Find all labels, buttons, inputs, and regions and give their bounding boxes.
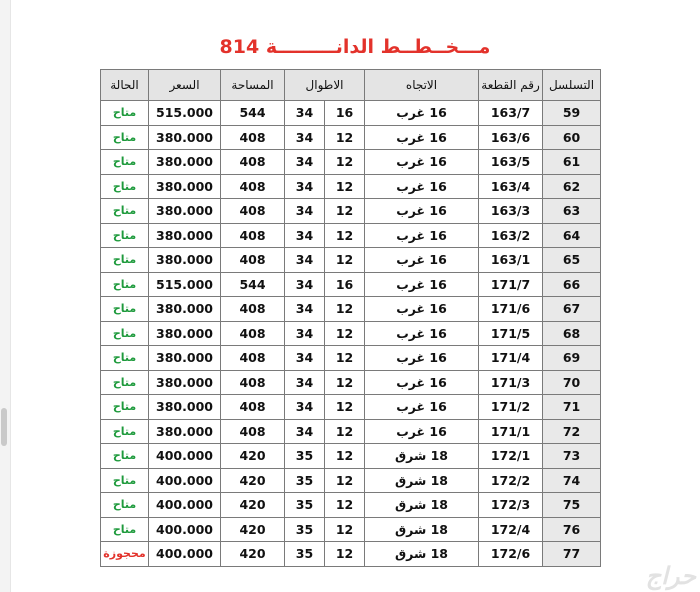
- cell-status: متاح: [101, 517, 149, 542]
- cell-serial: 62: [543, 174, 601, 199]
- cell-area: 408: [221, 223, 285, 248]
- cell-length: 34: [285, 346, 325, 371]
- header-plot-number: رقم القطعة: [479, 70, 543, 101]
- cell-status: متاح: [101, 174, 149, 199]
- cell-price: 400.000: [149, 444, 221, 469]
- table-row: [101, 321, 601, 346]
- cell-direction: 16 غرب: [365, 125, 479, 150]
- cell-direction: 16 غرب: [365, 150, 479, 175]
- cell-status: متاح: [101, 419, 149, 444]
- cell-price: 380.000: [149, 419, 221, 444]
- cell-serial: 74: [543, 468, 601, 493]
- table-row: [101, 395, 601, 420]
- cell-length: 35: [285, 517, 325, 542]
- cell-plot-number: 172/4: [479, 517, 543, 542]
- cell-width: 12: [325, 248, 365, 273]
- cell-serial: 68: [543, 321, 601, 346]
- cell-status: متاح: [101, 395, 149, 420]
- cell-area: 408: [221, 346, 285, 371]
- cell-direction: 16 غرب: [365, 248, 479, 273]
- cell-width: 16: [325, 272, 365, 297]
- cell-serial: 70: [543, 370, 601, 395]
- page-title: مـــخــطــط الدانـــــــــة 814: [219, 36, 491, 58]
- cell-length: 34: [285, 297, 325, 322]
- left-panel-edge: [0, 0, 11, 592]
- cell-price: 380.000: [149, 150, 221, 175]
- cell-serial: 64: [543, 223, 601, 248]
- cell-price: 400.000: [149, 493, 221, 518]
- cell-serial: 65: [543, 248, 601, 273]
- table-row: [101, 150, 601, 175]
- table-row: [101, 517, 601, 542]
- cell-length: 34: [285, 370, 325, 395]
- cell-plot-number: 171/7: [479, 272, 543, 297]
- cell-area: 408: [221, 395, 285, 420]
- table-row: [101, 101, 601, 126]
- cell-serial: 77: [543, 542, 601, 567]
- cell-price: 380.000: [149, 297, 221, 322]
- watermark-logo: [596, 562, 696, 588]
- cell-direction: 16 غرب: [365, 321, 479, 346]
- cell-area: 420: [221, 493, 285, 518]
- cell-price: 380.000: [149, 199, 221, 224]
- cell-width: 12: [325, 517, 365, 542]
- cell-price: 515.000: [149, 272, 221, 297]
- cell-length: 34: [285, 395, 325, 420]
- cell-plot-number: 163/1: [479, 248, 543, 273]
- scrollbar-thumb[interactable]: [1, 408, 7, 446]
- header-status: الحالة: [101, 70, 149, 101]
- cell-width: 12: [325, 321, 365, 346]
- cell-serial: 63: [543, 199, 601, 224]
- cell-length: 34: [285, 419, 325, 444]
- cell-length: 34: [285, 248, 325, 273]
- cell-direction: 18 شرق: [365, 444, 479, 469]
- cell-width: 12: [325, 125, 365, 150]
- cell-price: 400.000: [149, 468, 221, 493]
- cell-serial: 72: [543, 419, 601, 444]
- cell-direction: 16 غرب: [365, 174, 479, 199]
- cell-direction: 16 غرب: [365, 346, 479, 371]
- cell-width: 12: [325, 346, 365, 371]
- table-row: [101, 370, 601, 395]
- cell-direction: 16 غرب: [365, 223, 479, 248]
- cell-length: 34: [285, 101, 325, 126]
- cell-length: 34: [285, 223, 325, 248]
- cell-plot-number: 172/6: [479, 542, 543, 567]
- cell-serial: 69: [543, 346, 601, 371]
- cell-price: 400.000: [149, 517, 221, 542]
- cell-width: 12: [325, 468, 365, 493]
- cell-plot-number: 172/2: [479, 468, 543, 493]
- cell-area: 544: [221, 101, 285, 126]
- cell-width: 16: [325, 101, 365, 126]
- cell-length: 34: [285, 174, 325, 199]
- cell-plot-number: 171/3: [479, 370, 543, 395]
- cell-width: 12: [325, 150, 365, 175]
- cell-plot-number: 163/5: [479, 150, 543, 175]
- watermark-text: حراج: [645, 562, 696, 590]
- cell-area: 408: [221, 150, 285, 175]
- cell-area: 420: [221, 542, 285, 567]
- cell-plot-number: 171/4: [479, 346, 543, 371]
- cell-area: 408: [221, 370, 285, 395]
- cell-status: متاح: [101, 272, 149, 297]
- cell-area: 420: [221, 517, 285, 542]
- cell-status: متاح: [101, 297, 149, 322]
- header-serial: التسلسل: [543, 70, 601, 101]
- plots-table: [100, 69, 601, 567]
- cell-plot-number: 163/4: [479, 174, 543, 199]
- cell-area: 544: [221, 272, 285, 297]
- cell-area: 408: [221, 321, 285, 346]
- cell-serial: 76: [543, 517, 601, 542]
- cell-length: 35: [285, 542, 325, 567]
- cell-length: 35: [285, 468, 325, 493]
- cell-direction: 16 غرب: [365, 199, 479, 224]
- cell-price: 400.000: [149, 542, 221, 567]
- cell-area: 408: [221, 248, 285, 273]
- cell-price: 380.000: [149, 223, 221, 248]
- cell-serial: 73: [543, 444, 601, 469]
- header-price: السعر: [149, 70, 221, 101]
- table-row: [101, 174, 601, 199]
- table-row: [101, 468, 601, 493]
- cell-status: محجوزة: [101, 542, 149, 567]
- cell-length: 35: [285, 493, 325, 518]
- cell-width: 12: [325, 542, 365, 567]
- cell-plot-number: 163/2: [479, 223, 543, 248]
- cell-direction: 16 غرب: [365, 272, 479, 297]
- table-row: [101, 419, 601, 444]
- cell-width: 12: [325, 174, 365, 199]
- cell-direction: 16 غرب: [365, 101, 479, 126]
- cell-plot-number: 163/3: [479, 199, 543, 224]
- cell-price: 380.000: [149, 248, 221, 273]
- cell-direction: 18 شرق: [365, 542, 479, 567]
- cell-status: متاح: [101, 370, 149, 395]
- table-row: [101, 223, 601, 248]
- cell-direction: 18 شرق: [365, 493, 479, 518]
- cell-price: 380.000: [149, 125, 221, 150]
- cell-serial: 75: [543, 493, 601, 518]
- header-dimensions: الاطوال: [285, 70, 365, 101]
- cell-length: 34: [285, 321, 325, 346]
- cell-length: 34: [285, 199, 325, 224]
- cell-area: 408: [221, 174, 285, 199]
- header-direction: الاتجاه: [365, 70, 479, 101]
- cell-width: 12: [325, 419, 365, 444]
- cell-serial: 67: [543, 297, 601, 322]
- cell-status: متاح: [101, 223, 149, 248]
- cell-status: متاح: [101, 101, 149, 126]
- cell-price: 515.000: [149, 101, 221, 126]
- cell-area: 420: [221, 444, 285, 469]
- cell-plot-number: 171/2: [479, 395, 543, 420]
- cell-plot-number: 171/6: [479, 297, 543, 322]
- table-row: [101, 125, 601, 150]
- cell-area: 408: [221, 297, 285, 322]
- cell-price: 380.000: [149, 395, 221, 420]
- cell-status: متاح: [101, 493, 149, 518]
- cell-direction: 16 غرب: [365, 370, 479, 395]
- cell-width: 12: [325, 395, 365, 420]
- cell-width: 12: [325, 297, 365, 322]
- cell-status: متاح: [101, 321, 149, 346]
- cell-plot-number: 172/1: [479, 444, 543, 469]
- cell-width: 12: [325, 223, 365, 248]
- table-row: [101, 248, 601, 273]
- cell-length: 35: [285, 444, 325, 469]
- cell-serial: 61: [543, 150, 601, 175]
- cell-price: 380.000: [149, 174, 221, 199]
- cell-length: 34: [285, 150, 325, 175]
- table-row: [101, 199, 601, 224]
- cell-direction: 16 غرب: [365, 395, 479, 420]
- cell-status: متاح: [101, 468, 149, 493]
- cell-serial: 71: [543, 395, 601, 420]
- cell-width: 12: [325, 199, 365, 224]
- table-row: [101, 542, 601, 567]
- cell-area: 408: [221, 419, 285, 444]
- cell-direction: 18 شرق: [365, 517, 479, 542]
- cell-serial: 59: [543, 101, 601, 126]
- header-area: المساحة: [221, 70, 285, 101]
- cell-area: 420: [221, 468, 285, 493]
- cell-area: 408: [221, 199, 285, 224]
- cell-width: 12: [325, 493, 365, 518]
- table-row: [101, 493, 601, 518]
- cell-serial: 60: [543, 125, 601, 150]
- cell-status: متاح: [101, 444, 149, 469]
- cell-price: 380.000: [149, 346, 221, 371]
- cell-serial: 66: [543, 272, 601, 297]
- cell-plot-number: 171/1: [479, 419, 543, 444]
- cell-plot-number: 172/3: [479, 493, 543, 518]
- cell-status: متاح: [101, 150, 149, 175]
- table-body: [101, 101, 601, 567]
- table-row: [101, 272, 601, 297]
- cell-direction: 16 غرب: [365, 419, 479, 444]
- cell-plot-number: 163/7: [479, 101, 543, 126]
- cell-area: 408: [221, 125, 285, 150]
- cell-price: 380.000: [149, 321, 221, 346]
- cell-length: 34: [285, 272, 325, 297]
- cell-direction: 18 شرق: [365, 468, 479, 493]
- cell-width: 12: [325, 370, 365, 395]
- cell-status: متاح: [101, 346, 149, 371]
- cell-width: 12: [325, 444, 365, 469]
- cell-status: متاح: [101, 125, 149, 150]
- cell-plot-number: 163/6: [479, 125, 543, 150]
- table-row: [101, 297, 601, 322]
- cell-direction: 16 غرب: [365, 297, 479, 322]
- table-row: [101, 346, 601, 371]
- table-header-row: [101, 70, 601, 101]
- cell-length: 34: [285, 125, 325, 150]
- cell-plot-number: 171/5: [479, 321, 543, 346]
- table-row: [101, 444, 601, 469]
- cell-price: 380.000: [149, 370, 221, 395]
- cell-status: متاح: [101, 199, 149, 224]
- cell-status: متاح: [101, 248, 149, 273]
